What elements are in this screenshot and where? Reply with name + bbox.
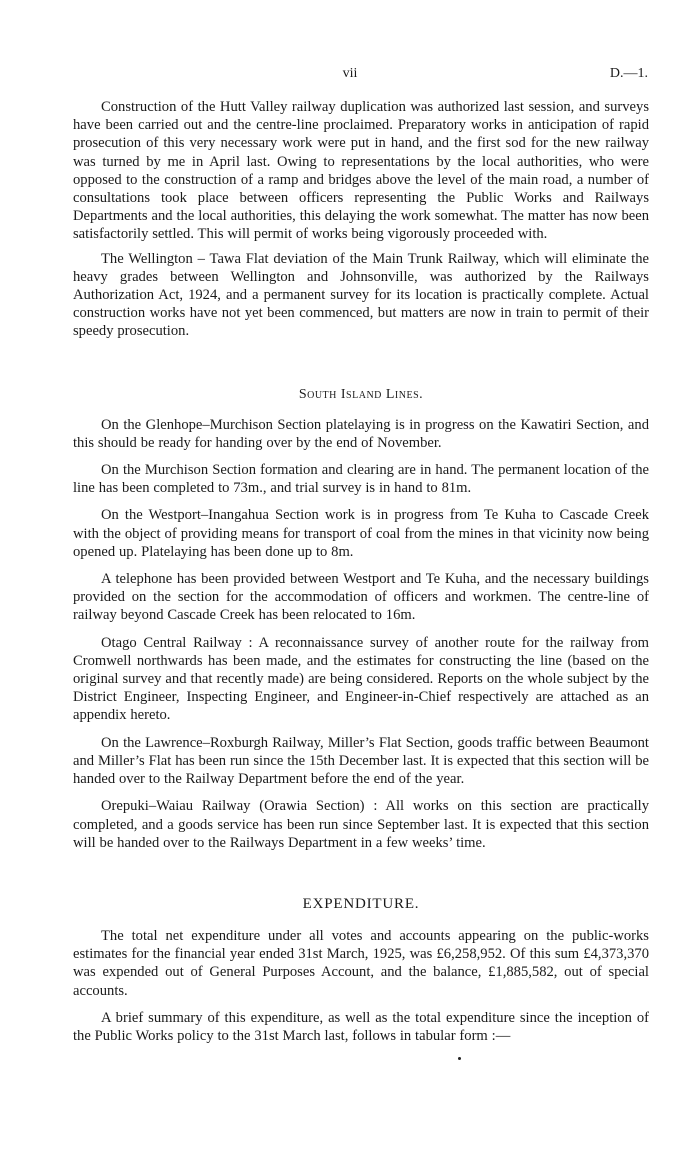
paragraph-orepuki-waiau: Orepuki–Waiau Railway (Orawia Section) : All works on this section are practically completed, and a goods service has been run since September last. It is expected that this section will be handed over to the Railways Department in a few weeks’ time. <box>73 798 649 851</box>
paragraph-glenhope-murchison: On the Glenhope–Murchison Section platelaying is in progress on the Kawatiri Section, and this should be ready for handing over by the end of November. <box>73 416 649 451</box>
paragraph-expenditure-summary: A brief summary of this expenditure, as well as the total expenditure since the inception of the Public Works policy to the 31st March last, follows in tabular form :— <box>73 1009 649 1044</box>
page-number: vii <box>342 66 358 81</box>
paragraph-westport-inangahua: On the Westport–Inangahua Section work is in progress from Te Kuha to Cascade Creek with the object of providing means for transport of coal from the mines in that vicinity now being opened up. Platelaying has been done up to 8m. <box>73 507 649 560</box>
document-body <box>73 98 649 1045</box>
paragraph-telephone: A telephone has been provided between Westport and Te Kuha, and the necessary buildings provided on the section for the accommodation of officers and workmen. The centre-line of railway beyond Cascade Creek has been relocated to 16m. <box>73 571 649 624</box>
paragraph-murchison-section: On the Murchison Section formation and clearing are in hand. The permanent location of the line has been completed to 73m., and trial survey is in hand to 81m. <box>73 462 649 497</box>
document-reference: D.—1. <box>609 66 648 81</box>
paragraph-tawa-flat: The Wellington – Tawa Flat deviation of the Main Trunk Railway, which will eliminate the heavy grades between Wellington and Johnsonville, was authorized by the Railways Authorization Act, 1924, and a permanent survey for its location is practically complete. Actual construction works have not yet been commenced, but matters are now in train to permit of their speedy prosecution. <box>73 250 649 340</box>
section-heading-south-island: South Island Lines. <box>298 386 424 402</box>
paragraph-total-expenditure: The total net expenditure under all votes and accounts appearing on the public-works estimates for the financial year ended 31st March, 1925, was £6,258,952. Of this sum £4,373,370 was expended out of General Purposes Account, and the balance, £1,885,582, out of special accounts. <box>73 927 649 999</box>
paragraph-hutt-valley: Construction of the Hutt Valley railway duplication was authorized last session, and surveys have been carried out and the centre-line proclaimed. Preparatory works in anticipation of rapid prosecution of this very necessary work were put in hand, and the first sod for the new railway was turned by me in April last. Owing to representations by the local authorities, who were opposed to the construction of a ramp and bridges above the level of the main road, a number of consultations took place between officers representing the Public Works and Railways Departments and the local authorities, this delaying the work somewhat. The matter has now been satisfactorily settled. This will permit of works being vigorously proceeded with. <box>73 99 649 243</box>
ink-dot <box>458 1057 461 1060</box>
paragraph-otago-central: Otago Central Railway : A reconnaissance survey of another route for the railway from Cromwell northwards has been made, and the estimates for constructing the line (based on the original survey and that recently made) are being considered. Reports on the whole subject by the District Engineer, Inspecting Engineer, and Engineer-in-Chief respectively are attached as an appendix hereto. <box>73 634 649 724</box>
section-heading-expenditure: EXPENDITURE. <box>302 895 420 912</box>
paragraph-lawrence-roxburgh: On the Lawrence–Roxburgh Railway, Miller’s Flat Section, goods traffic between Beaumont and Miller’s Flat has been run since the 15th December last. It is expected that this section will be handed over to the Railway Department before the end of the year. <box>73 734 649 788</box>
